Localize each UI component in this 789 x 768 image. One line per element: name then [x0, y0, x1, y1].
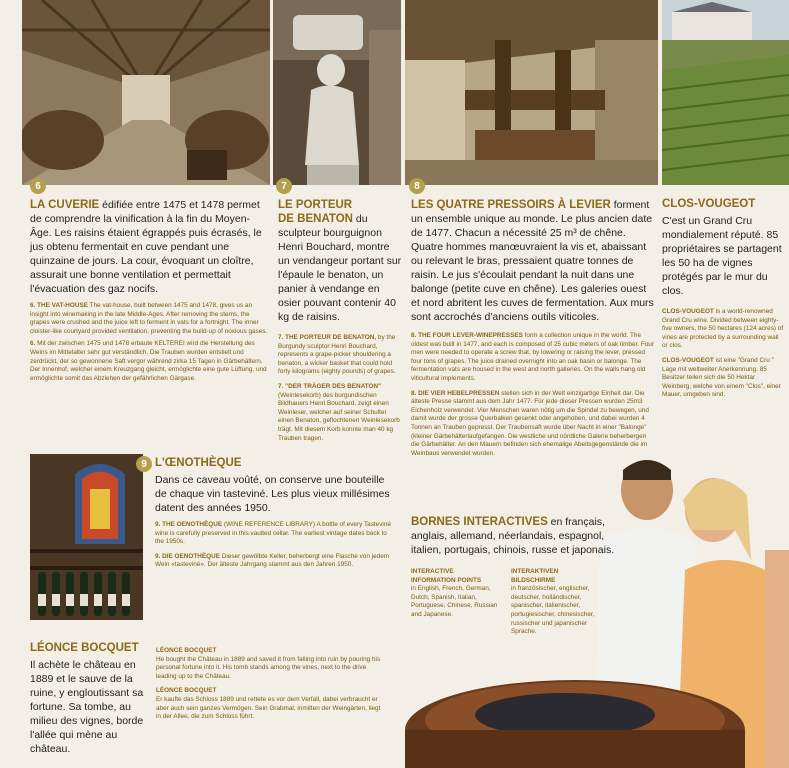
porteur-en-head: 7. THE PORTEUR DE BENATON, [278, 334, 377, 341]
bornes-de-text: in französischer, englischer, deutscher, holländischer, spanischer, italienischer, portugiesischer, chinesischer, russischer und japanischer Sprache. [511, 585, 595, 636]
oenotheque-en-head: 9. THE OENOTHÈQUE [155, 521, 223, 528]
oenotheque-de-head: 9. DIE OENOTHÈQUE [155, 552, 220, 560]
porteur-en-text: by the Burgundy sculptor Henri Bouchard, represents a grape-picker shouldering a benaton, a wicker basket that could hold forty kilograms (eighty pounds) of grapes. [278, 334, 396, 376]
pressoirs-de-head: 8. DIE VIER HEBELPRESSEN [411, 389, 500, 397]
bocquet-en [156, 647, 386, 681]
bornes-en-head-1: INTERACTIVE [411, 568, 454, 575]
pressoirs-de-text: stellen sich in der Welt einzigartige Einheit dar. Die älteste Presse stammt aus dem Jahr 1477. Für jede dieser Pressen wurden 25m3 Eichenholz verwendet. Vier Menschen waren nötig um die Spindel zu bewegen, und damit wurde der grosse Querbalken gesenkt oder angehoben, und dabei wurden 4 Tonnen an Trauben gepresst. Der Traubensaft wurde über Nacht in einer "Balonge" (kleiner Gärbehälterlaufgefangen. Die westliche und nördliche Galerie beherbergen die Gärbehälter. An den Mauern befinden sich ehemalige Abeitsgegenstände die im Weinbaus verwendet wurden. [411, 389, 649, 457]
bocquet-en-head: LÉONCE BOCQUET [156, 647, 217, 654]
badge-8 [409, 178, 425, 194]
bornes-de-head-2: BILDSCHIRME [511, 576, 556, 584]
photo-statue-porteur [273, 0, 401, 185]
cuverie-en-text: The vat-house, built between 1475 and 1478, gives us an insight into winemaking in the late Middle-Ages. After removing the stems, the grapes were crushed and the juice left to ferment in vats for a fortnight. The inner cloister-like courtyard provided ventilation, preventing the build-up of noxious gases. [30, 302, 268, 335]
photo-chateau-vineyard [662, 0, 789, 185]
bocquet-title: LÉONCE BOCQUET [30, 642, 139, 654]
section-pressoirs [411, 198, 655, 462]
clos-title: CLOS-VOUGEOT [662, 198, 756, 210]
badge-7-label: 7 [281, 180, 287, 192]
section-oenotheque [155, 457, 395, 574]
clos-de-head: CLOS-VOUGEOT [662, 356, 714, 364]
bocquet-de-text: Er kaufte das Schloss 1889 und rettete es vor dem Verfall, dabei verbraucht er aber auch sein ganzes Vermögen. Sein Grabmal, inmitten der Weingärten, liegt in der Allee, die zum Schloss führt. [156, 695, 381, 721]
pressoirs-fr-text: forment un ensemble unique au monde. Le plus ancien date de 1477. Chacun a nécessité 25 m³ de chêne. Quatre hommes manœuvraient la vis et, abaissant ou relevant le bras, pressaient quatre tonnes de raisin. Le jus s'écoulait pendant la nuit dans une balonge (petite cuve en chêne). Les galeries ouest et nord abritent les cuves de fermentation. Aux murs sont accrochés d'anciens outils viticoles. [411, 199, 654, 323]
porteur-title-1: LE PORTEUR [278, 199, 353, 211]
oenotheque-de-text: Dieser gewölbte Keller, beherbergt eine Flasche von jedem Wein «tasteviné». Der älteste Jahrgang stammt aus den Jahren 1950. [155, 552, 390, 569]
bornes-de-head-1: INTERAKTIVEN [511, 568, 559, 575]
cuverie-en [30, 302, 270, 336]
bornes-fr-text: en français, anglais, allemand, néerlandais, espagnol, italien, portugais, chinois, russe et japonais. [411, 516, 615, 556]
photo-oenotheque [30, 454, 143, 620]
pressoirs-de [411, 390, 655, 459]
oenotheque-fr: Dans ce caveau voûté, on conserve une bouteille de chaque vin tasteviné. Les plus vieux millésimes datent des années 1950. [155, 474, 390, 514]
porteur-title-2: DE BENATON [278, 213, 353, 225]
cuverie-title: LA CUVERIE [30, 199, 100, 211]
pressoirs-en [411, 332, 655, 384]
cuverie-de [30, 340, 270, 383]
porteur-en [278, 334, 402, 377]
cuverie-de-text: Mit der zwischen 1475 und 1478 erbaute KELTEREI wird die Herstellung des Weins im Mittelalter sehr gut verständlich. Die Trauben wurden entstielt und zerdrückt, der so gewonnene Saft vergor während zirka 15 Tagen in Gärbehältern. Der Innenhof, welcher einem Kreuzgang gleicht, ermöglichte eine gute Lüftung, und ermöglichte somit das Abziehen der gefährlichen Gärgase. [30, 340, 267, 382]
badge-8-label: 8 [414, 180, 420, 192]
pressoirs-en-text: form a collection unique in the world. The oldest was built in 1477, and each is composed of 25 cubic meters of oak timber. Four men were needed to operate a screw that, by lowering or raising the lever, pressed four tons of grapes. The juice drained overnight into an oak basin or balonge. The fermentation vats are housed in the west and north galleries. On the walls hang old viticultural implements. [411, 332, 654, 382]
porteur-de-head: 7. "DER TRÄGER DES BENATON" [278, 382, 382, 390]
cuverie-fr-text: édifiée entre 1475 et 1478 permet de comprendre la vinification à la fin du Moyen-Âge. Les raisins étaient égrappés puis écrasés, le jus obtenu fermentait en cuve pendant une quinzaine de jours. La cour, évoquant un cloître, assurait une bonne ventilation et permettait l'évacuation des gaz nocifs. [30, 199, 262, 295]
bornes-de-block [511, 568, 601, 641]
clos-en-head: CLOS-VOUGEOT [662, 308, 714, 315]
porteur-fr [278, 198, 402, 324]
bornes-en-block [411, 568, 499, 624]
porteur-fr-text: du sculpteur bourguignon Henri Bouchard, montre un vendangeur portant sur l'épaule le benaton, un panier à vendange en osier pouvant contenir 40 kg de raisins. [278, 213, 402, 323]
clos-en-text: is a world-renowned Grand Cru wine. Divided between eighty-five owners, the 50 hectares (124 acres) of vines are protected by a surrounding wall or clos. [662, 308, 784, 350]
clos-de-text: ist eine "Grand Cru " Lage mit weltweiter Anerkennung. 85 Besitzer teilen sich die 50 Hektar Weinberg, welche von einem "Clos", einer Mauer, umgeben sind. [662, 356, 781, 399]
bornes-fr [411, 515, 626, 557]
badge-7 [276, 178, 292, 194]
oenotheque-title: L'ŒNOTHÈQUE [155, 457, 242, 469]
bocquet-fr: Il achète le château en 1889 et le sauve de la ruine, y engloutissant sa fortune. Sa tombe, au milieu des vignes, borde l'allée qui mène au château. [30, 659, 144, 755]
badge-6-label: 6 [35, 180, 41, 192]
bornes-de [511, 568, 601, 637]
photo-vat-house [22, 0, 270, 185]
cuverie-fr [30, 198, 270, 296]
section-bocquet-fr [30, 642, 145, 760]
section-porteur [278, 198, 402, 447]
badge-9 [136, 456, 152, 472]
section-bocquet-translations [156, 647, 386, 726]
bornes-en-text: in English, French, German, Dutch, Spanish, Italian, Portuguese, Chinese, Russian and Japanese. [411, 585, 498, 618]
bornes-en [411, 568, 499, 620]
pressoirs-fr [411, 198, 655, 324]
oenotheque-en [155, 521, 395, 547]
bocquet-de [156, 687, 386, 721]
pressoirs-title: LES QUATRE PRESSOIRS À LEVIER [411, 199, 611, 211]
section-cuverie [30, 198, 270, 387]
clos-de [662, 357, 784, 400]
oenotheque-de [155, 553, 395, 570]
bornes-title: BORNES INTERACTIVES [411, 516, 548, 528]
clos-fr: C'est un Grand Cru mondialement réputé. 85 propriétaires se partagent les 50 ha de vignes protégés par le mur du clos. [662, 215, 782, 297]
bocquet-de-head: LÉONCE BOCQUET [156, 687, 217, 695]
section-clos-vougeot [662, 198, 784, 404]
cuverie-de-head: 6. [30, 340, 36, 348]
section-bornes [411, 515, 626, 561]
porteur-de [278, 383, 402, 443]
bocquet-en-text: He bought the Château in 1889 and saved it from falling into ruin by pouring his personal fortune into it. His tomb stands among the vines, next to the drive leading up to the Château. [156, 655, 381, 680]
clos-en [662, 308, 784, 351]
pressoirs-en-head: 8. THE FOUR LEVER-WINEPRESSES [411, 332, 523, 339]
cuverie-en-head: 6. THE VAT-HOUSE [30, 302, 88, 309]
porteur-de-text: (Weinlesekorb) des burgundischen Bildhauers Henri Bouchard, zeigt einen Weinleser, welcher auf seiner Schulter einen Benaton, geflochtenen Weinlesekorb trägt. Mit diesem Korb konnte man 40 kg Trauben tragen. [278, 391, 400, 442]
badge-9-label: 9 [141, 458, 147, 470]
badge-6 [30, 178, 46, 194]
photo-wine-press [405, 0, 658, 185]
bornes-en-head-2: INFORMATION POINTS [411, 576, 482, 584]
oenotheque-en-text: (WINE REFERENCE LIBRARY) A bottle of every Tasteviné wine is carefully preserved in this vaulted cellar. The earliest vintage dates back to the 1950s. [155, 521, 391, 546]
